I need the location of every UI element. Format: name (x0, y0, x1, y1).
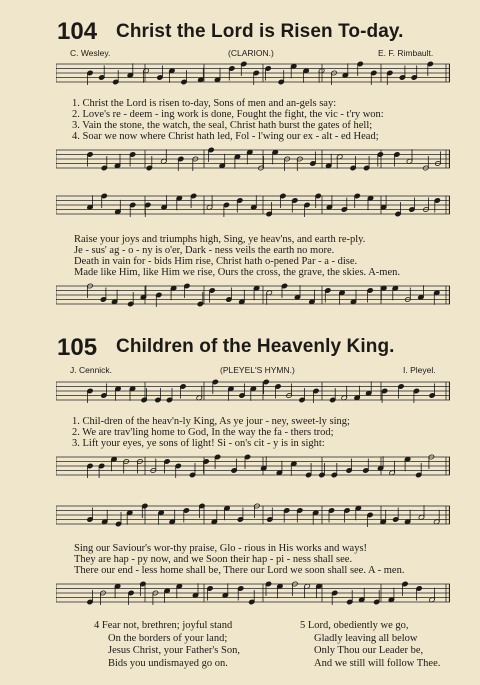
verse-line: Gladly leaving all below (314, 632, 418, 644)
hymn-number: 105 (57, 334, 98, 361)
extra-verse (300, 620, 440, 670)
treble-staff (56, 190, 450, 224)
bass-staff (56, 280, 450, 314)
verse-line: And we still will follow Thee. (314, 657, 441, 669)
bass-staff (56, 451, 450, 485)
hymn-number: 104 (57, 18, 98, 45)
lyric-line: 1. Chil-dren of the heav'n-ly King, As ye jour - ney, sweet-ly sing; (72, 416, 350, 427)
lyric-line: Sing our Saviour's wor-thy praise, Glo - rious in His works and ways! (74, 543, 368, 554)
verse-line: 4 Fear not, brethren; joyful stand (94, 620, 233, 631)
hymn-title: Christ the Lord is Risen To-day. (116, 21, 404, 42)
verse-line: On the borders of your land; (108, 632, 228, 644)
tune-name: (PLEYEL'S HYMN.) (220, 365, 295, 375)
treble-staff (56, 376, 450, 410)
lyric-line: They are hap - py now, and we Soon their hap - pi - ness shall see. (74, 554, 353, 565)
extra-verse (94, 620, 240, 670)
author-credit: C. Wesley. (70, 48, 111, 58)
lyric-line: Je - sus' ag - o - ny is o'er, Dark - ness veils the earth no more. (74, 245, 335, 256)
composer-credit: I. Pleyel. (403, 365, 436, 375)
music-system (56, 58, 450, 170)
treble-staff (56, 500, 450, 534)
lyric-line: Raise your joys and triumphs high, Sing, ye heav'ns, and earth re-ply. (74, 234, 366, 245)
bass-staff (56, 144, 450, 178)
verse-line: Jesus Christ, your Father's Son, (108, 645, 240, 656)
composer-credit: E. F. Rimbault. (378, 48, 434, 58)
lyric-line: 2. Love's re - deem - ing work is done, Fought the fight, the vic - t'ry won: (72, 109, 384, 120)
music-system (56, 190, 450, 310)
lyric-line: Made like Him, like Him we rise, Ours the cross, the grave, the skies. A-men. (74, 267, 401, 278)
lyric-line: 1. Christ the Lord is risen to-day, Sons of men and an-gels say: (72, 98, 337, 109)
verse-line: Bids you undismayed go on. (108, 657, 228, 669)
lyric-line: Death in vain for - bids Him rise, Christ hath o-pened Par - a - dise. (74, 256, 358, 267)
lyric-line: 3. Vain the stone, the watch, the seal, Christ hath burst the gates of hell; (72, 120, 373, 131)
treble-staff (56, 58, 450, 92)
hymn-title: Children of the Heavenly King. (116, 336, 395, 357)
tune-name: (CLARION.) (228, 48, 274, 58)
author-credit: J. Cennick. (70, 365, 113, 375)
lyric-line: 3. Lift your eyes, ye sons of light! Si - on's cit - y is in sight: (72, 438, 325, 449)
lyric-line: There our end - less home shall be, There our Lord we soon shall see. A - men. (74, 565, 405, 576)
music-system (56, 376, 450, 486)
verse-line: 5 Lord, obediently we go, (300, 620, 409, 631)
lyric-line: 2. We are trav'ling home to God, In the way the fa - thers trod; (72, 427, 334, 438)
lyric-line: 4. Soar we now where Christ hath led, Fol - l'wing our ex - alt - ed Head; (72, 131, 379, 142)
bass-staff (56, 578, 450, 612)
verse-line: Only Thou our Leader be, (314, 645, 424, 656)
music-system (56, 500, 450, 612)
